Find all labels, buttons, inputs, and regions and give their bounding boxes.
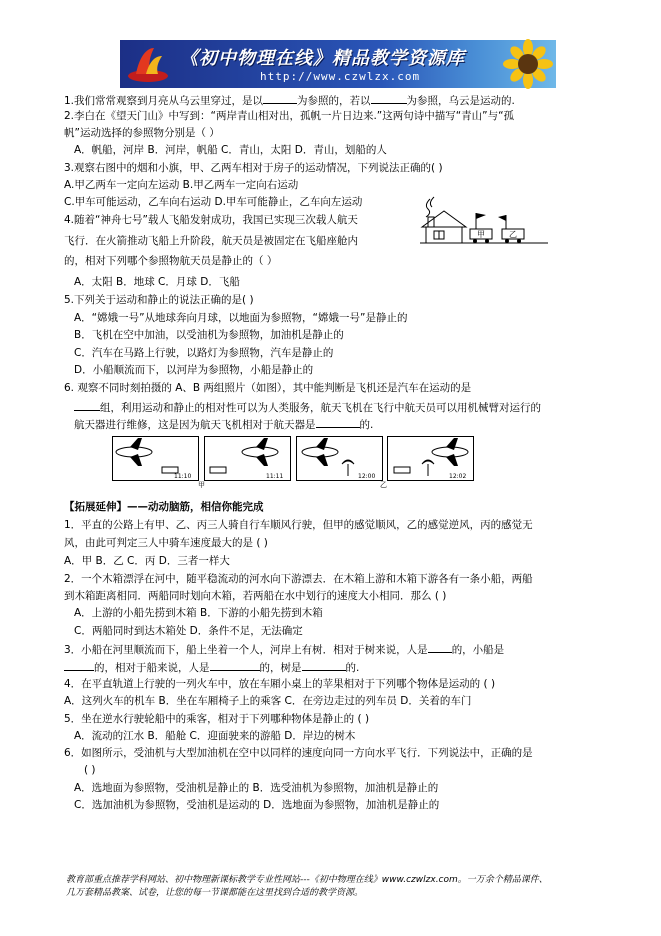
e4-line: 4．在平直轨道上行驶的一列火车中，放在车厢小桌上的苹果相对于下列哪个物体是运动的 ( ) [64, 678, 496, 690]
group-b-label: 乙 [380, 481, 387, 489]
e3-text-b1: 的，相对于船来说，人是 [94, 662, 210, 674]
e3-text-a1: 3．小船在河里顺流而下，船上坐着一个人，河岸上有树．相对于树来说，人是 [64, 644, 428, 656]
q6-text-c2: 的. [359, 419, 374, 431]
q5-option-a: A．“嫦娥一号”从地球奔向月球，以地面为参照物，“嫦娥一号”是静止的 [74, 312, 408, 324]
e3-line-1 [64, 641, 504, 657]
q1-blank-2[interactable] [371, 92, 407, 104]
e3-text-a2: 的，小船是 [451, 644, 505, 656]
e6-line-1: 6．如图所示，受油机与大型加油机在空中以同样的速度向同一方向水平飞行．下列说法中，正确的是 [64, 747, 533, 759]
q6-blank-2[interactable] [316, 416, 360, 428]
q5-option-c: C．汽车在马路上行驶，以路灯为参照物，汽车是静止的 [74, 347, 334, 359]
q4-line-2: 飞行．在火箭推动飞船上升阶段，航天员是被固定在飞船座舱内 [64, 235, 358, 247]
photo-time-2: 11:11 [266, 473, 284, 480]
group-a-label: 甲 [198, 481, 205, 489]
sunflower-icon [494, 40, 554, 88]
footer-line-1: 教育部重点推荐学科网站、初中物理新课标教学专业性网站---《初中物理在线》www.czwlzx.com。一万余个精品课件、 [66, 875, 548, 885]
q1-text-b: 为参照的，若以 [297, 95, 371, 107]
e1-line-2: 风，由此可判定三人中骑车速度最大的是 ( ) [64, 537, 268, 549]
car-a-label: 甲 [477, 230, 485, 239]
q4-options: A．太阳 B．地球 C．月球 D．飞船 [74, 276, 240, 288]
e3-text-b3: 的. [345, 662, 360, 674]
q5-line: 5.下列关于运动和静止的说法正确的是( ) [64, 294, 254, 306]
q5-option-d: D．小船顺流而下，以河岸为参照物，小船是静止的 [74, 364, 314, 376]
q1-text-c: 为参照，乌云是运动的. [406, 95, 515, 107]
footer-line-2: 几万套精品教案、试卷，让您的每一节课都能在这里找到合适的教学资源。 [66, 888, 364, 898]
header-banner [120, 40, 556, 88]
e2-options-ab: A．上游的小船先捞到木箱 B．下游的小船先捞到木箱 [74, 607, 323, 619]
photo-time-4: 12:02 [449, 473, 467, 480]
plane-icon [116, 438, 178, 473]
e1-options: A．甲 B．乙 C．丙 D．三者一样大 [64, 555, 230, 567]
e3-blank-3[interactable] [210, 659, 260, 671]
e3-blank-2[interactable] [64, 659, 94, 671]
q1-line [64, 92, 515, 108]
e2-line-2: 到木箱距离相同．两船同时划向木箱，若两船在水中划行的速度大小相同．那么 ( ) [64, 590, 447, 602]
e6-line-2: ( ) [84, 764, 96, 776]
q6-line-1: 6. 观察不同时刻拍摄的 A、B 两组照片（如图），其中能判断是飞机还是汽车在运动的是 [64, 382, 472, 394]
banner-title: 《初中物理在线》精品教学资源库 [180, 48, 465, 69]
e6-options-cd: C．选加油机为参照物，受油机是运动的 D．选地面为参照物，加油机是静止的 [74, 799, 440, 811]
q2-line-2: 帆”运动选择的参照物分别是（ ） [64, 127, 220, 139]
q6-line-3 [74, 416, 373, 432]
photo-groups-figure [112, 436, 474, 489]
car-b-label: 乙 [509, 230, 517, 239]
photo-time-3: 12:00 [358, 473, 376, 480]
plane-icon [394, 438, 468, 476]
q2-line-1: 2.李白在《望天门山》中写到：“两岸青山相对出，孤帆一片日边来.”这两句诗中描写“青山”与“孤 [64, 110, 515, 122]
e2-line-1: 2．一个木箱漂浮在河中，随平稳流动的河水向下游漂去．在木箱上游和木箱下游各有一条小船，两船 [64, 573, 533, 585]
q6-text-b: 组，利用运动和静止的相对性可以为人类服务，航天飞机在飞行中航天员可以用机械臂对运行的 [100, 402, 541, 414]
e6-options-ab: A．选地面为参照物，受油机是静止的 B．选受油机为参照物，加油机是静止的 [74, 782, 439, 794]
e3-blank-1[interactable] [428, 641, 452, 653]
extension-heading: 【拓展延伸】——动动脑筋，相信你能完成 [64, 501, 264, 513]
q4-line-1: 4.随着“神舟七号”载人飞船发射成功，我国已实现三次载人航天 [64, 214, 358, 226]
q1-text-a: 1.我们常常观察到月亮从乌云里穿过，是以 [64, 95, 264, 107]
q1-blank-1[interactable] [263, 92, 297, 104]
q3-line-2: A.甲乙两车一定向左运动 B.甲乙两车一定向右运动 [64, 179, 299, 191]
plane-icon [210, 438, 278, 473]
q6-blank-1[interactable] [74, 399, 100, 411]
photo-time-1: 11:10 [174, 473, 192, 480]
banner-url[interactable]: http://www.czwlzx.com [260, 70, 421, 83]
e5-options: A．流动的江水 B．船舱 C．迎面驶来的游船 D．岸边的树木 [74, 730, 356, 742]
plane-icon [302, 438, 354, 476]
page-footer [66, 874, 548, 900]
e5-line: 5．坐在逆水行驶轮船中的乘客，相对于下列哪种物体是静止的 ( ) [64, 713, 370, 725]
q3-line-1: 3.观察右图中的烟和小旗，甲、乙两车相对于房子的运动情况，下列说法正确的( ) [64, 162, 443, 174]
q6-text-c1: 航天器进行维修，这是因为航天飞机相对于航天器是 [74, 419, 316, 431]
e3-line-2 [64, 659, 359, 675]
e1-line-1: 1．平直的公路上有甲、乙、丙三人骑自行车顺风行驶，但甲的感觉顺风，乙的感觉逆风，丙的感觉无 [64, 519, 533, 531]
house-cars-figure [420, 195, 548, 247]
e4-options: A．这列火车的机车 B．坐在车厢椅子上的乘客 C．在旁边走过的列车员 D．关着的车门 [64, 695, 472, 707]
q3-line-3: C.甲车可能运动，乙车向右运动 D.甲车可能静止，乙车向左运动 [64, 196, 363, 208]
q6-line-2 [74, 399, 541, 415]
q4-line-3: 的，相对下列哪个参照物航天员是静止的（ ） [64, 255, 278, 267]
site-logo-icon [126, 44, 170, 84]
q5-option-b: B．飞机在空中加油，以受油机为参照物，加油机是静止的 [74, 329, 344, 341]
q2-options: A．帆船，河岸 B．河岸，帆船 C．青山，太阳 D．青山，划船的人 [74, 144, 387, 156]
e3-blank-4[interactable] [302, 659, 346, 671]
e2-options-cd: C．两船同时到达木箱处 D．条件不足，无法确定 [74, 625, 303, 637]
e3-text-b2: 的，树是 [259, 662, 302, 674]
